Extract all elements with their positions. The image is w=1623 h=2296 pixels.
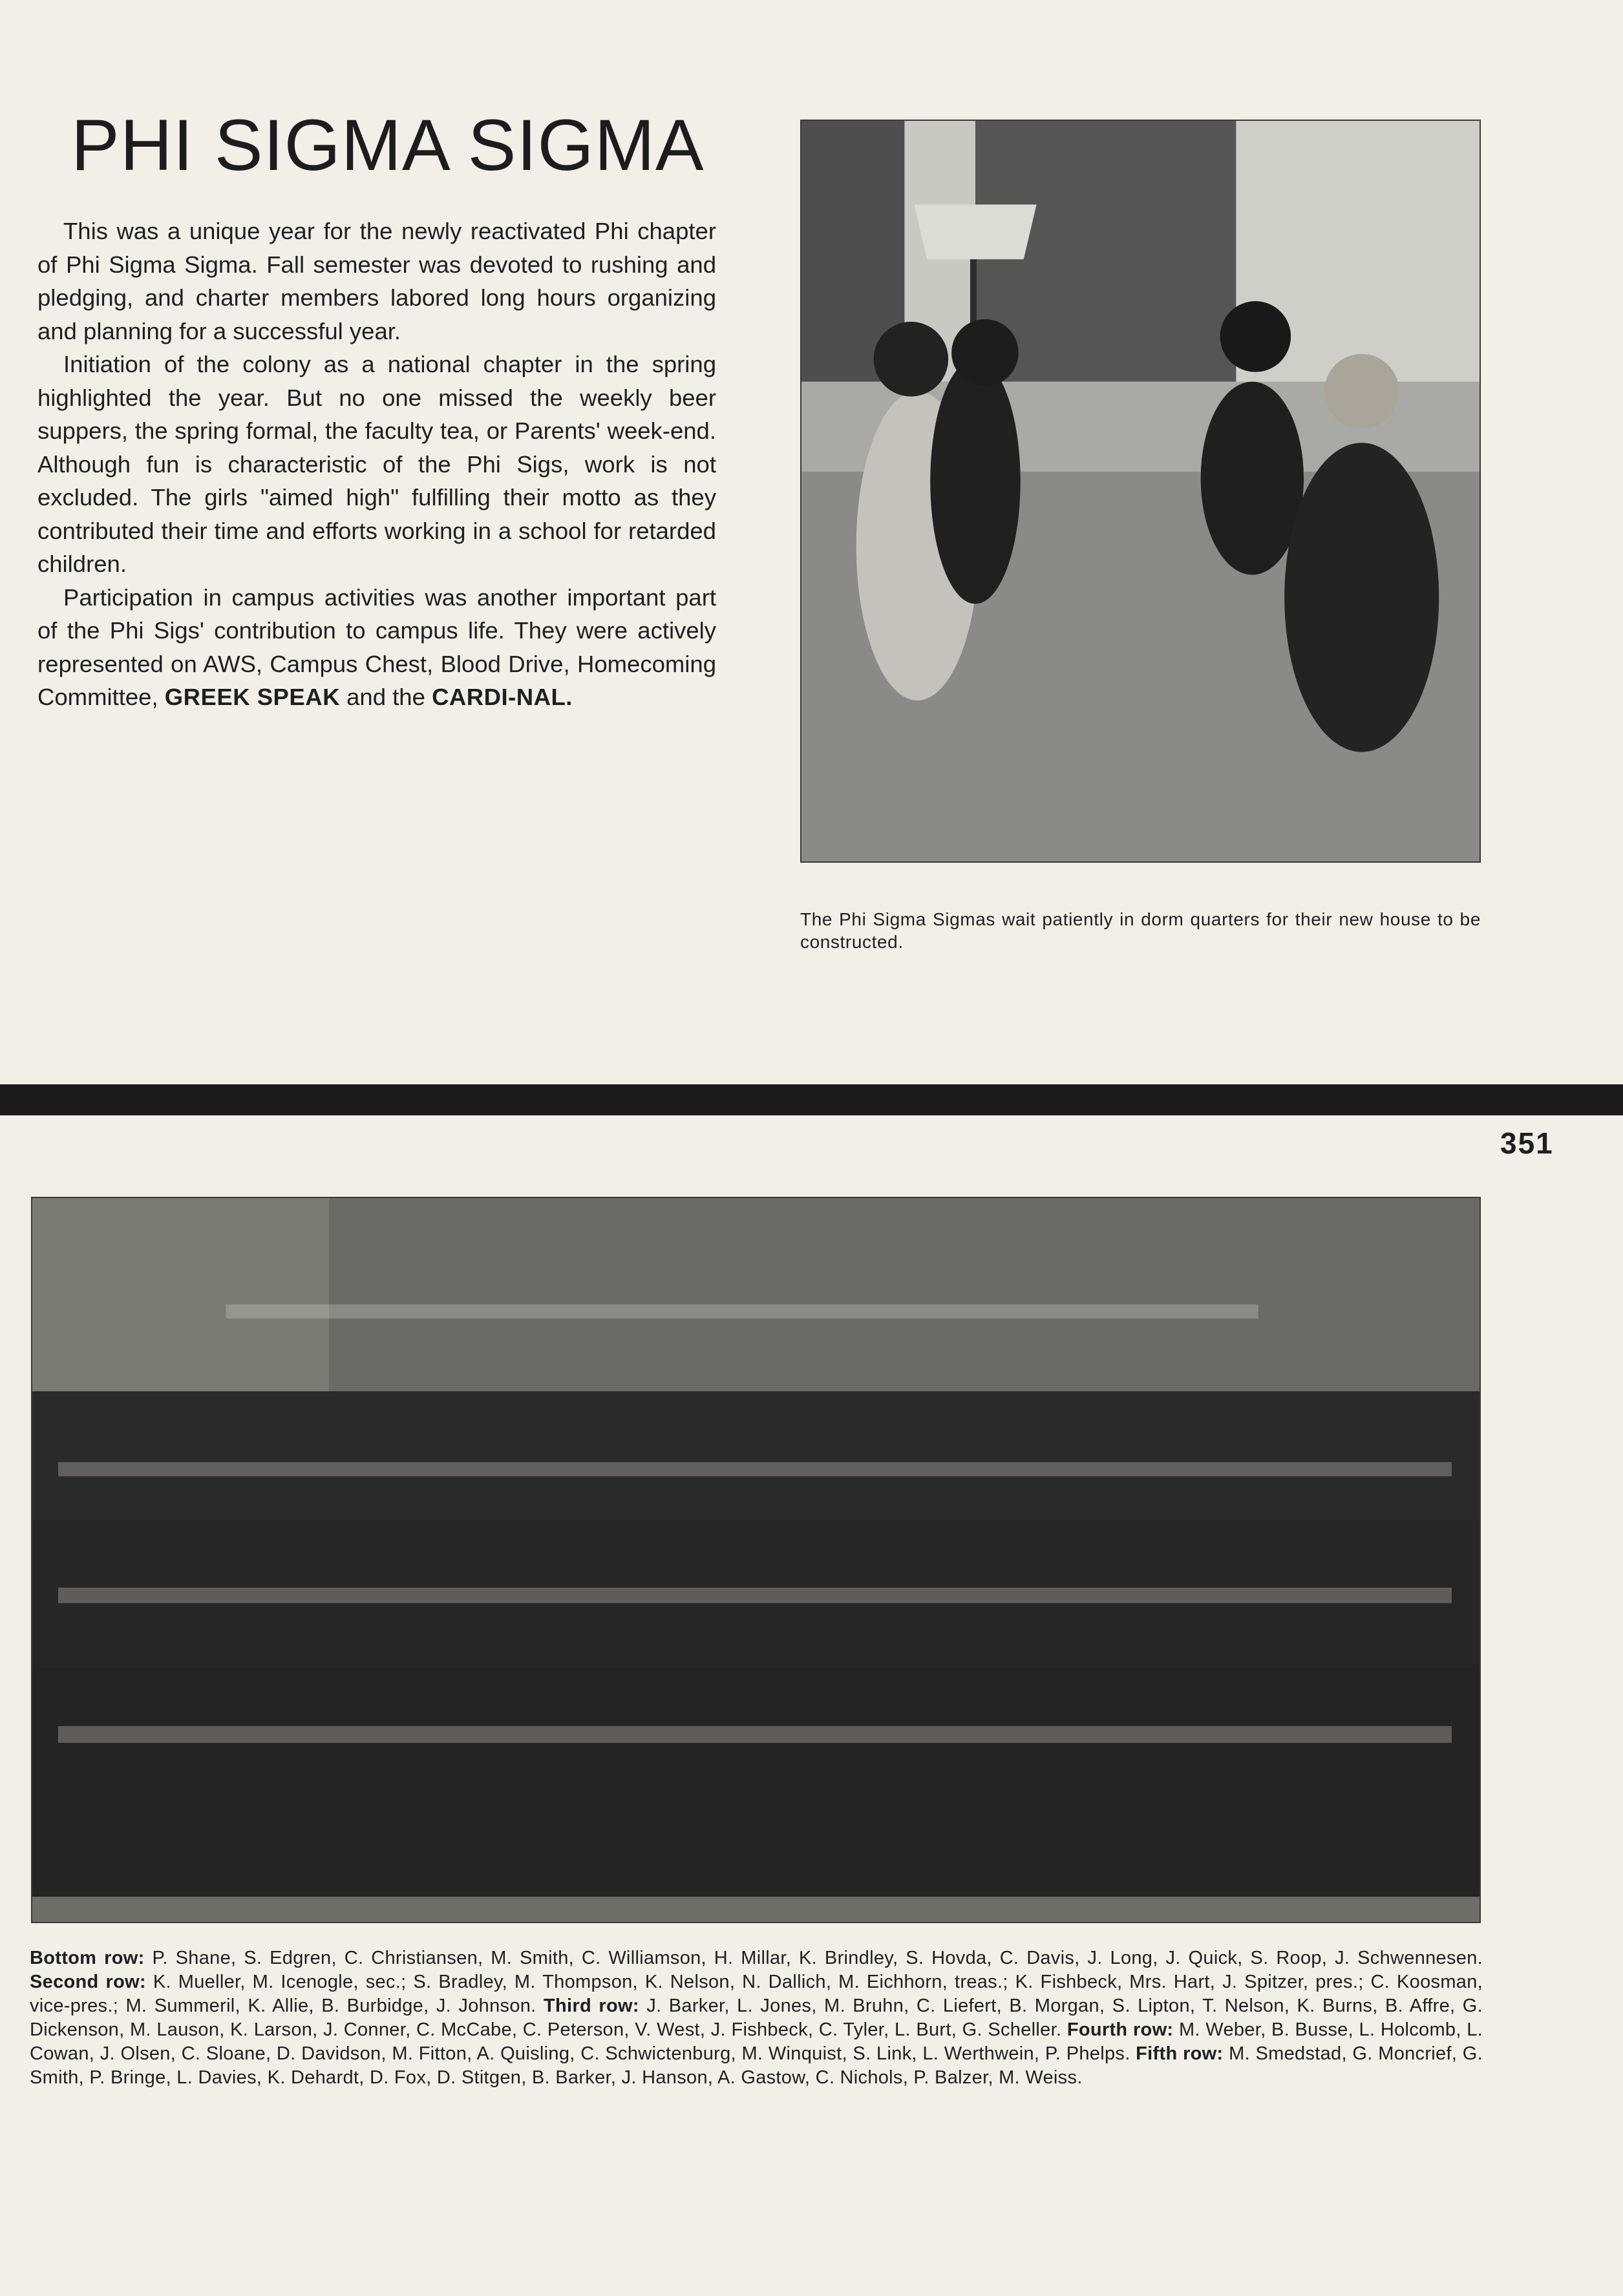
dorm-photo (800, 120, 1481, 863)
roster-names-third: J. Barker, L. Jones, M. Bruhn, C. Liefert, B. Morgan, S. Lipton, T. Nelson, K. Burns, B. Affre, G. Dickenson, M. Lauson, K. Larson, J. Conner, C. McCabe, C. Peterson, V. West, J. Fishbeck, C. Tyler, L. Burt, G. Scheller. (30, 1996, 1483, 2040)
roster-names-fifth: M. Smedstad, G. Moncrief, G. Smith, P. Bringe, L. Davies, K. Dehardt, D. Fox, D. Stitgen, B. Barker, J. Hanson, A. Gastow, C. Nichols, P. Balzer, M. Weiss. (30, 2043, 1483, 2088)
paragraph-3 (37, 581, 716, 714)
greek-speak-title: GREEK SPEAK (164, 684, 340, 710)
page-number: 351 (1500, 1126, 1554, 1160)
roster-label-bottom: Bottom row: (30, 1948, 145, 1968)
group-photo (31, 1197, 1481, 1923)
roster-text (30, 1946, 1483, 2090)
roster-label-fifth: Fifth row: (1136, 2043, 1224, 2064)
page-title: PHI SIGMA SIGMA (71, 105, 705, 185)
roster-names-second: K. Mueller, M. Icenogle, sec.; S. Bradley, M. Thompson, K. Nelson, N. Dallich, M. Eichhorn, treas.; K. Fishbeck, Mrs. Hart, J. Spitzer, pres.; C. Koosman, vice-pres.; M. Summeril, K. Allie, B. Burbidge, J. Johnson. (30, 1972, 1483, 2016)
photo-caption: The Phi Sigma Sigmas wait patiently in dorm quarters for their new house to be constructed. (800, 909, 1481, 952)
member-roster (30, 1946, 1483, 2090)
roster-label-second: Second row: (30, 1972, 146, 1992)
paragraph-3-text: Participation in campus activities was another important part of the Phi Sigs' contribution to campus life. They were actively represented on AWS, Campus Chest, Blood Drive, Homecoming Committee, (37, 584, 716, 710)
paragraph-3-connector: and the (346, 684, 425, 710)
roster-label-third: Third row: (543, 1996, 639, 2016)
roster-label-fourth: Fourth row: (1066, 2019, 1174, 2040)
section-divider (0, 1084, 1623, 1115)
roster-names-fourth: M. Weber, B. Busse, L. Holcomb, L. Cowan, J. Olsen, C. Sloane, D. Davidson, M. Fitton, A. Quisling, C. Schwictenburg, M. Winquist, S. Link, L. Werthwein, P. Phelps. (30, 2019, 1483, 2064)
paragraph-1: This was a unique year for the newly reactivated Phi chapter of Phi Sigma Sigma. Fall semester was devoted to rushing and pledging, and charter members labored long hours organizing and planning for a successful year. (37, 218, 716, 344)
roster-names-bottom: P. Shane, S. Edgren, C. Christiansen, M. Smith, C. Williamson, H. Millar, K. Brindley, S. Hovda, C. Davis, J. Long, J. Quick, S. Roop, J. Schwennesen. (152, 1948, 1483, 1968)
article-body (37, 215, 716, 714)
paragraph-2: Initiation of the colony as a national chapter in the spring highlighted the year. But no one missed the weekly beer suppers, the spring formal, the faculty tea, or Parents' week-end. Although fun is characteristic of the Phi Sigs, work is not excluded. The girls "aimed high" fulfilling their motto as they contributed their time and efforts working in a school for retarded children. (37, 351, 716, 577)
cardinal-title: CARDI-NAL. (432, 684, 573, 710)
